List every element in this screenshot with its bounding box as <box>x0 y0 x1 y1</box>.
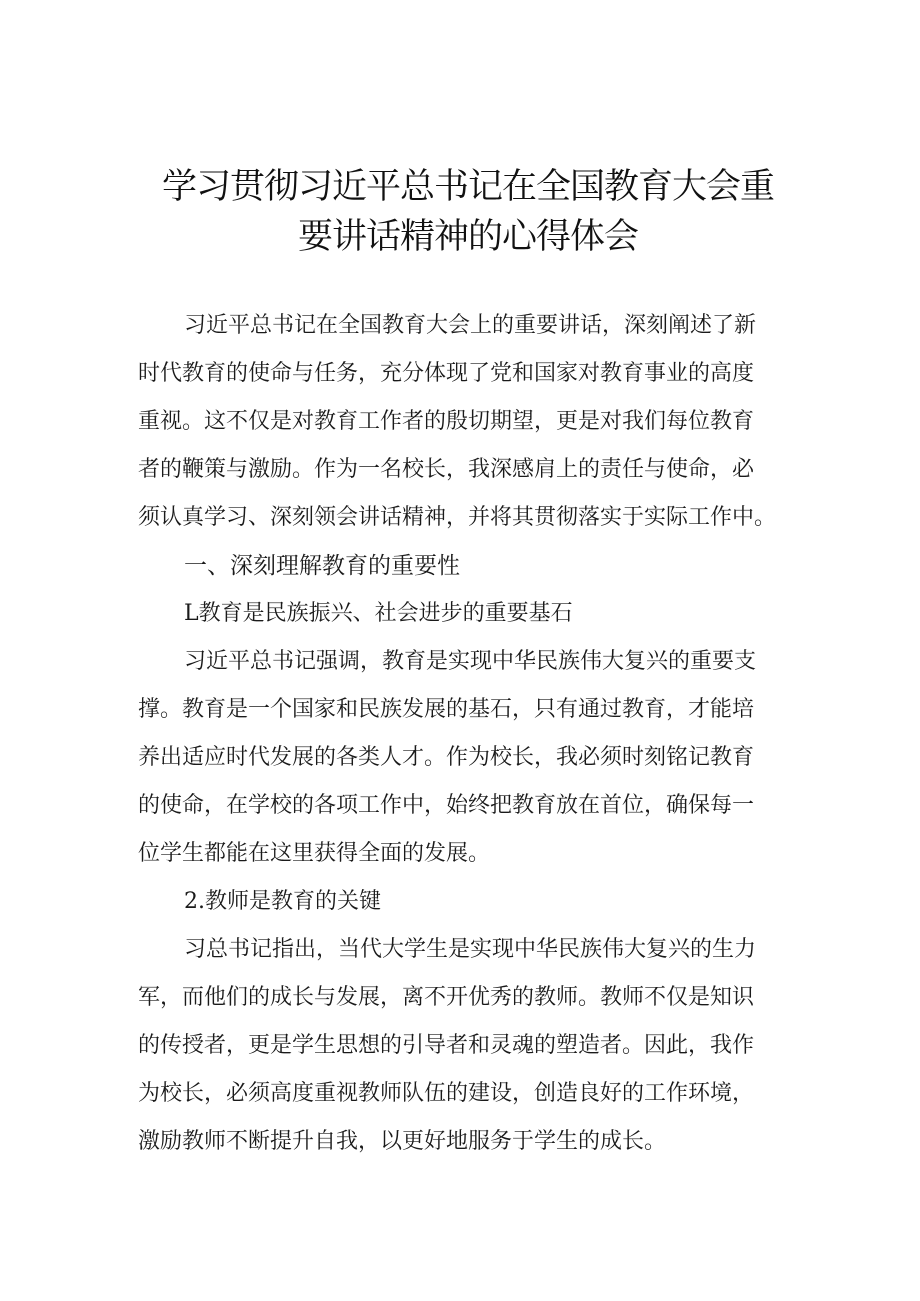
paragraph-line: 激励教师不断提升自我，以更好地服务于学生的成长。 <box>138 1129 667 1154</box>
paragraph-line: 位学生都能在这里获得全面的发展。 <box>138 841 491 866</box>
paragraph-line: 的使命，在学校的各项工作中，始终把教育放在首位，确保每一 <box>138 793 755 818</box>
paragraph-line: 为校长，必须高度重视教师队伍的建设，创造良好的工作环境， <box>138 1081 755 1106</box>
section-heading: 一、深刻理解教育的重要性 <box>184 553 460 579</box>
paragraph-line: 者的鞭策与激励。作为一名校长，我深感肩上的责任与使命，必 <box>138 457 755 482</box>
paragraph-line: 习总书记指出，当代大学生是实现中华民族伟大复兴的生力 <box>184 937 757 962</box>
document-title-line-1: 学习贯彻习近平总书记在全国教育大会重 <box>161 167 774 207</box>
paragraph-line: 撑。教育是一个国家和民族发展的基石，只有通过教育，才能培 <box>138 697 755 722</box>
subsection-heading: L教育是民族振兴、社会进步的重要基石 <box>184 601 573 626</box>
paragraph-line: 军，而他们的成长与发展，离不开优秀的教师。教师不仅是知识 <box>138 985 755 1010</box>
paragraph-line: 习近平总书记强调，教育是实现中华民族伟大复兴的重要支 <box>184 649 757 674</box>
paragraph-line: 重视。这不仅是对教育工作者的殷切期望，更是对我们每位教育 <box>138 409 755 434</box>
document-title-line-2: 要讲话精神的心得体会 <box>297 217 638 257</box>
paragraph-line: 习近平总书记在全国教育大会上的重要讲话，深刻阐述了新 <box>184 313 757 338</box>
paragraph-line: 须认真学习、深刻领会讲话精神，并将其贯彻落实于实际工作中。 <box>138 505 777 530</box>
intro-paragraph <box>138 302 798 1166</box>
paragraph-line: 时代教育的使命与任务，充分体现了党和国家对教育事业的高度 <box>138 361 755 386</box>
paragraph-line: 的传授者，更是学生思想的引导者和灵魂的塑造者。因此，我作 <box>138 1033 755 1058</box>
paragraph-line: 养出适应时代发展的各类人才。作为校长，我必须时刻铭记教育 <box>138 745 755 770</box>
subsection-heading: 2.教师是教育的关键 <box>184 889 381 914</box>
